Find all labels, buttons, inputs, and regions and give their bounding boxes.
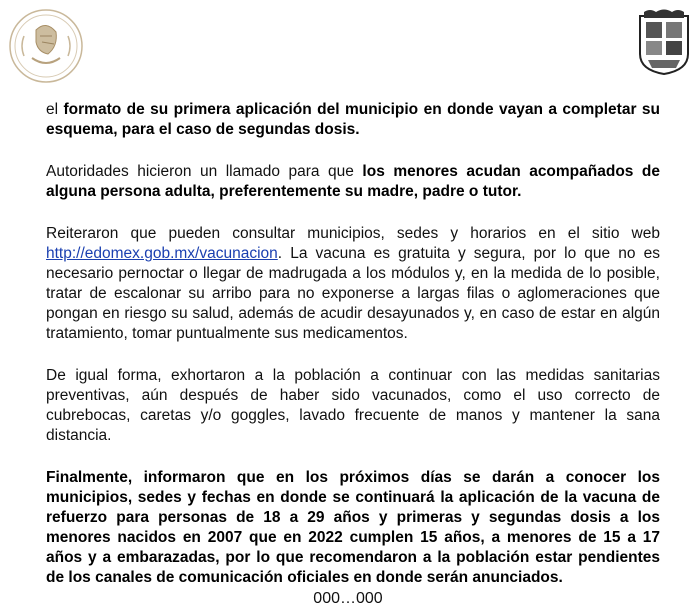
paragraph-1	[46, 100, 660, 140]
paragraph-5: Finalmente, informaron que en los próximos días se darán a conocer los municipios, sedes y fechas en donde se continuará la aplicación de la vacuna de refuerzo para personas de 18 a 29 años y primeras y segundas dosis a los menores nacidos en 2007 que en 2022 cumplen 15 años, a menores de 15 a 17 años y a embarazadas, por lo que recomendaron a la población estar pendientes de los canales de comunicación oficiales en donde serán anunciados.	[46, 469, 660, 586]
paragraph-3-rest: . La vacuna es gratuita y segura, por lo que no es necesario pernoctar o llegar de madrugada a los módulos y, en la medida de lo posible, tratar de escalonar su arribo para no exponerse a largas filas o aglomeraciones que pongan en riesgo su salud, además de acudir desayunados y, en caso de estar en algún tratamiento, tomar puntualmente sus medicamentos.	[46, 245, 660, 342]
paragraph-3-lead: Reiteraron que pueden consultar municipios, sedes y horarios en el sitio web	[46, 225, 660, 242]
paragraph-2-lead: Autoridades hicieron un llamado para que	[46, 163, 363, 180]
end-mark: 000…000	[313, 590, 383, 607]
paragraph-2-bold: los menores acudan acompañados de alguna persona adulta, preferentemente su madre, padre o tutor.	[46, 163, 661, 200]
paragraph-1-bold: formato de su primera aplicación del municipio en donde vayan a completar su esquema, para el caso de segundas dosis.	[46, 101, 661, 138]
document-body	[46, 100, 660, 588]
estado-de-mexico-shield-icon	[636, 8, 692, 78]
paragraph-2	[46, 162, 660, 202]
paragraph-4: De igual forma, exhortaron a la población a continuar con las medidas sanitarias preventivas, aún después de haber sido vacunados, como el uso correcto de cubrebocas, caretas y/o goggles, lavado frecuente de manos y mantener la sana distancia.	[46, 367, 660, 444]
mexico-coat-of-arms-seal-icon	[6, 6, 86, 86]
paragraph-3	[46, 224, 660, 344]
paragraph-1-lead: el	[46, 101, 64, 118]
vacunacion-link[interactable]: http://edomex.gob.mx/vacunacion	[46, 245, 278, 262]
